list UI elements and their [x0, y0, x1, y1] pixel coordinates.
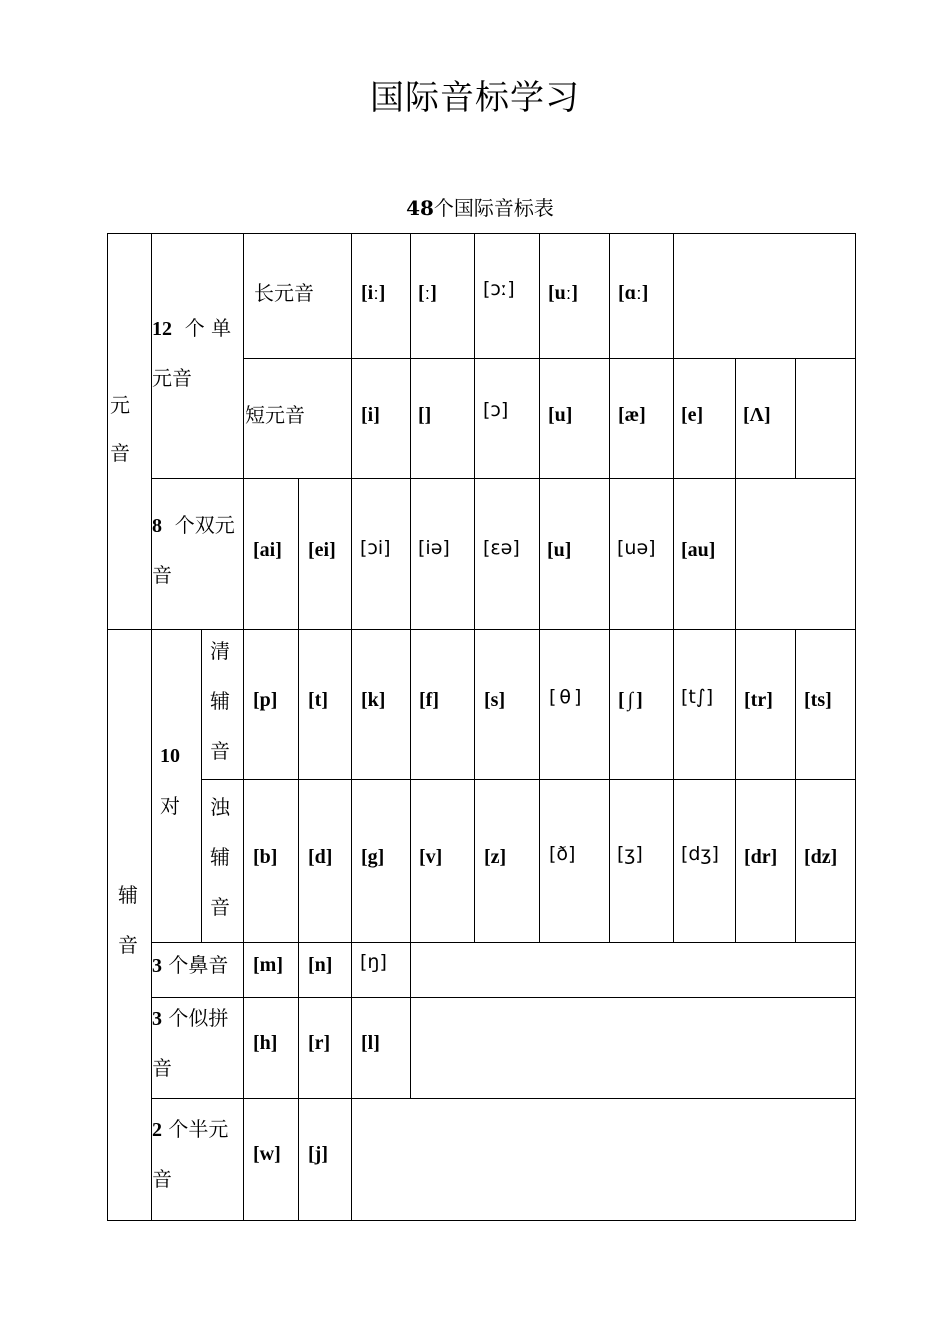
- liquid-label-line2: 音: [152, 1056, 172, 1080]
- liquid-symbol: [h]: [253, 1032, 278, 1054]
- short-vowel-symbol: [u]: [548, 404, 573, 426]
- monophthong-label-line1: 12 个 单: [152, 316, 232, 340]
- long-vowel-symbol: [ː]: [418, 282, 437, 304]
- short-vowel-symbol: [æ]: [618, 404, 646, 426]
- voiceless-label-char: 清: [210, 639, 230, 663]
- nasal-symbol: [n]: [308, 954, 333, 976]
- diphthong-symbol: [u]: [547, 539, 572, 561]
- short-vowel-symbol: [i]: [361, 404, 380, 426]
- voiceless-symbol: [θ]: [549, 686, 585, 708]
- long-vowel-symbol: [ɑː]: [618, 282, 649, 304]
- diphthong-label-line2: 音: [152, 563, 172, 587]
- long-vowel-symbol: [iː]: [361, 282, 386, 304]
- long-vowel-label: 长元音: [254, 281, 314, 305]
- voiceless-symbol: [ts]: [804, 689, 832, 711]
- short-empty-cell: [795, 358, 856, 479]
- voiceless-symbol: [t∫]: [681, 686, 714, 708]
- voiced-symbol: [dz]: [804, 846, 838, 868]
- voiced-label-char: 音: [210, 895, 230, 919]
- liquid-symbol: [l]: [361, 1032, 380, 1054]
- voiced-symbol: [d]: [308, 846, 333, 868]
- long-empty-cell: [673, 233, 856, 359]
- voiced-symbol: [ʒ]: [617, 843, 643, 865]
- document-title: 国际音标学习: [370, 78, 580, 118]
- liquid-cell: [351, 997, 411, 1099]
- table-title-count: 48: [406, 196, 434, 220]
- consonant-category-char: 音: [118, 933, 138, 957]
- voiced-symbol: [dʒ]: [681, 843, 719, 865]
- diphthong-label-line1: 8 个双元: [152, 513, 235, 537]
- pairs-label-num: 10: [160, 745, 180, 767]
- monophthong-label-line2: 元音: [152, 366, 192, 390]
- voiced-symbol: [dr]: [744, 846, 778, 868]
- voiceless-symbol: [p]: [253, 689, 278, 711]
- voiced-symbol: [z]: [484, 846, 507, 868]
- diphthong-symbol: [iə]: [418, 537, 450, 559]
- pairs-label-char: 对: [160, 794, 180, 818]
- liquid-label-line1: 3 个似拼: [152, 1006, 229, 1030]
- table-title-text: 个国际音标表: [433, 196, 554, 220]
- short-vowel-symbol: []: [418, 404, 432, 426]
- voiceless-label-char: 音: [210, 739, 230, 763]
- voiced-symbol: [g]: [361, 846, 385, 868]
- diphthong-symbol: [ai]: [253, 539, 282, 561]
- nasal-symbol: [m]: [253, 954, 283, 976]
- semi-symbol: [w]: [253, 1143, 281, 1165]
- short-cell: [351, 358, 411, 479]
- short-vowel-label: 短元音: [245, 403, 305, 427]
- nasal-empty-cell: [410, 942, 856, 998]
- voiceless-symbol: [s]: [484, 689, 506, 711]
- nasal-symbol: [ŋ]: [360, 951, 387, 973]
- liquid-symbol: [r]: [308, 1032, 331, 1054]
- long-vowel-symbol: [uː]: [548, 282, 578, 304]
- diphthong-symbol: [ɔi]: [360, 537, 391, 559]
- voiceless-label-char: 辅: [210, 689, 230, 713]
- vowel-category-char: 音: [110, 441, 130, 465]
- voiced-label-char: 浊: [210, 795, 230, 819]
- voiceless-symbol: [k]: [361, 689, 386, 711]
- semi-symbol: [j]: [308, 1143, 328, 1165]
- voiced-symbol: [ð]: [549, 843, 576, 865]
- diphthong-symbol: [εə]: [483, 537, 520, 559]
- table-title: [0, 192, 950, 221]
- short-vowel-symbol: [e]: [681, 404, 704, 426]
- short-vowel-symbol: [Λ]: [743, 404, 771, 426]
- nasal-label: 3 个鼻音: [152, 953, 229, 977]
- vowel-category-char: 元: [110, 393, 130, 417]
- semi-label-line2: 音: [152, 1167, 172, 1191]
- short-vowel-symbol: [ɔ]: [483, 399, 509, 421]
- diphthong-symbol: [uə]: [617, 537, 656, 559]
- semi-label-line1: 2 个半元: [152, 1117, 229, 1141]
- voiceless-symbol: [t]: [308, 689, 328, 711]
- semi-empty-cell: [351, 1098, 856, 1221]
- diphthong-symbol: [ei]: [308, 539, 336, 561]
- diphthong-symbol: [au]: [681, 539, 716, 561]
- diphthong-empty-cell: [735, 478, 856, 630]
- voiced-label-char: 辅: [210, 845, 230, 869]
- voiceless-symbol: [f]: [419, 689, 439, 711]
- consonant-category-char: 辅: [118, 883, 138, 907]
- voiceless-symbol: [tr]: [744, 689, 773, 711]
- long-vowel-symbol: [ɔː]: [483, 278, 515, 300]
- liquid-empty-cell: [410, 997, 856, 1099]
- voiced-symbol: [v]: [419, 846, 443, 868]
- voiced-symbol: [b]: [253, 846, 278, 868]
- voiceless-symbol: [∫]: [618, 689, 646, 711]
